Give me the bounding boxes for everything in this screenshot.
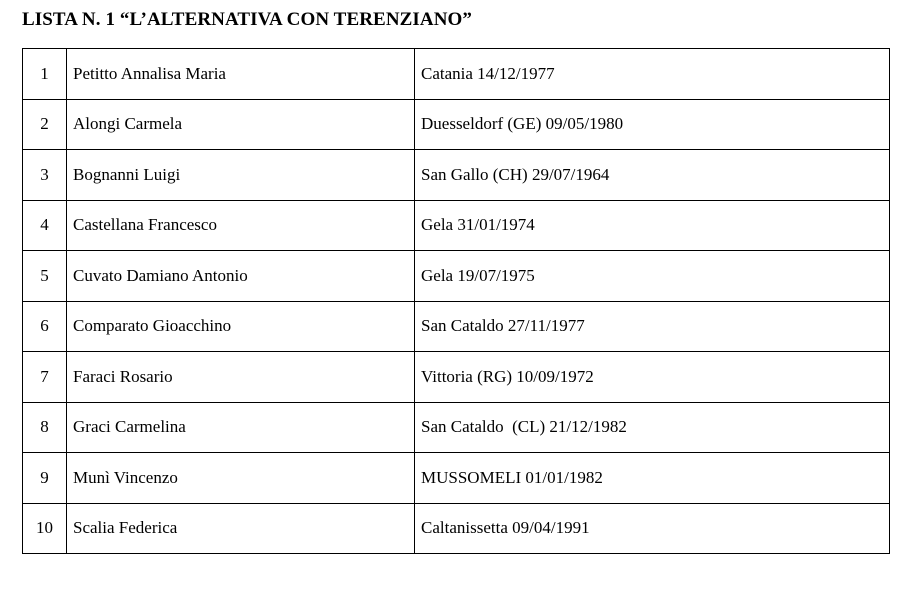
table-row <box>23 301 890 352</box>
candidate-number: 6 <box>23 301 67 352</box>
table-row <box>23 49 890 100</box>
table-row <box>23 99 890 150</box>
candidate-birth: San Gallo (CH) 29/07/1964 <box>415 150 890 201</box>
candidate-birth: Catania 14/12/1977 <box>415 49 890 100</box>
table-row <box>23 150 890 201</box>
table-row <box>23 200 890 251</box>
candidate-number: 3 <box>23 150 67 201</box>
candidate-name: Munì Vincenzo <box>67 453 415 504</box>
candidate-birth: Gela 19/07/1975 <box>415 251 890 302</box>
table-row <box>23 251 890 302</box>
candidate-number: 10 <box>23 503 67 554</box>
candidate-number: 9 <box>23 453 67 504</box>
candidate-birth: Gela 31/01/1974 <box>415 200 890 251</box>
candidate-name: Castellana Francesco <box>67 200 415 251</box>
table-row <box>23 503 890 554</box>
table-row <box>23 402 890 453</box>
candidate-number: 8 <box>23 402 67 453</box>
candidate-name: Scalia Federica <box>67 503 415 554</box>
table-row <box>23 453 890 504</box>
candidate-number: 2 <box>23 99 67 150</box>
candidate-birth: San Cataldo 27/11/1977 <box>415 301 890 352</box>
candidate-birth: Vittoria (RG) 10/09/1972 <box>415 352 890 403</box>
table-row <box>23 352 890 403</box>
candidate-birth: Duesseldorf (GE) 09/05/1980 <box>415 99 890 150</box>
candidate-number: 7 <box>23 352 67 403</box>
candidate-birth: Caltanissetta 09/04/1991 <box>415 503 890 554</box>
candidate-birth: MUSSOMELI 01/01/1982 <box>415 453 890 504</box>
candidate-name: Graci Carmelina <box>67 402 415 453</box>
candidate-birth: San Cataldo (CL) 21/12/1982 <box>415 402 890 453</box>
candidate-name: Petitto Annalisa Maria <box>67 49 415 100</box>
list-title: LISTA N. 1 “L’ALTERNATIVA CON TERENZIANO” <box>22 9 473 30</box>
candidate-name: Faraci Rosario <box>67 352 415 403</box>
candidate-name: Bognanni Luigi <box>67 150 415 201</box>
candidate-name: Alongi Carmela <box>67 99 415 150</box>
candidate-name: Cuvato Damiano Antonio <box>67 251 415 302</box>
candidate-number: 4 <box>23 200 67 251</box>
candidate-table <box>22 48 890 554</box>
candidate-name: Comparato Gioacchino <box>67 301 415 352</box>
candidate-number: 5 <box>23 251 67 302</box>
candidate-number: 1 <box>23 49 67 100</box>
